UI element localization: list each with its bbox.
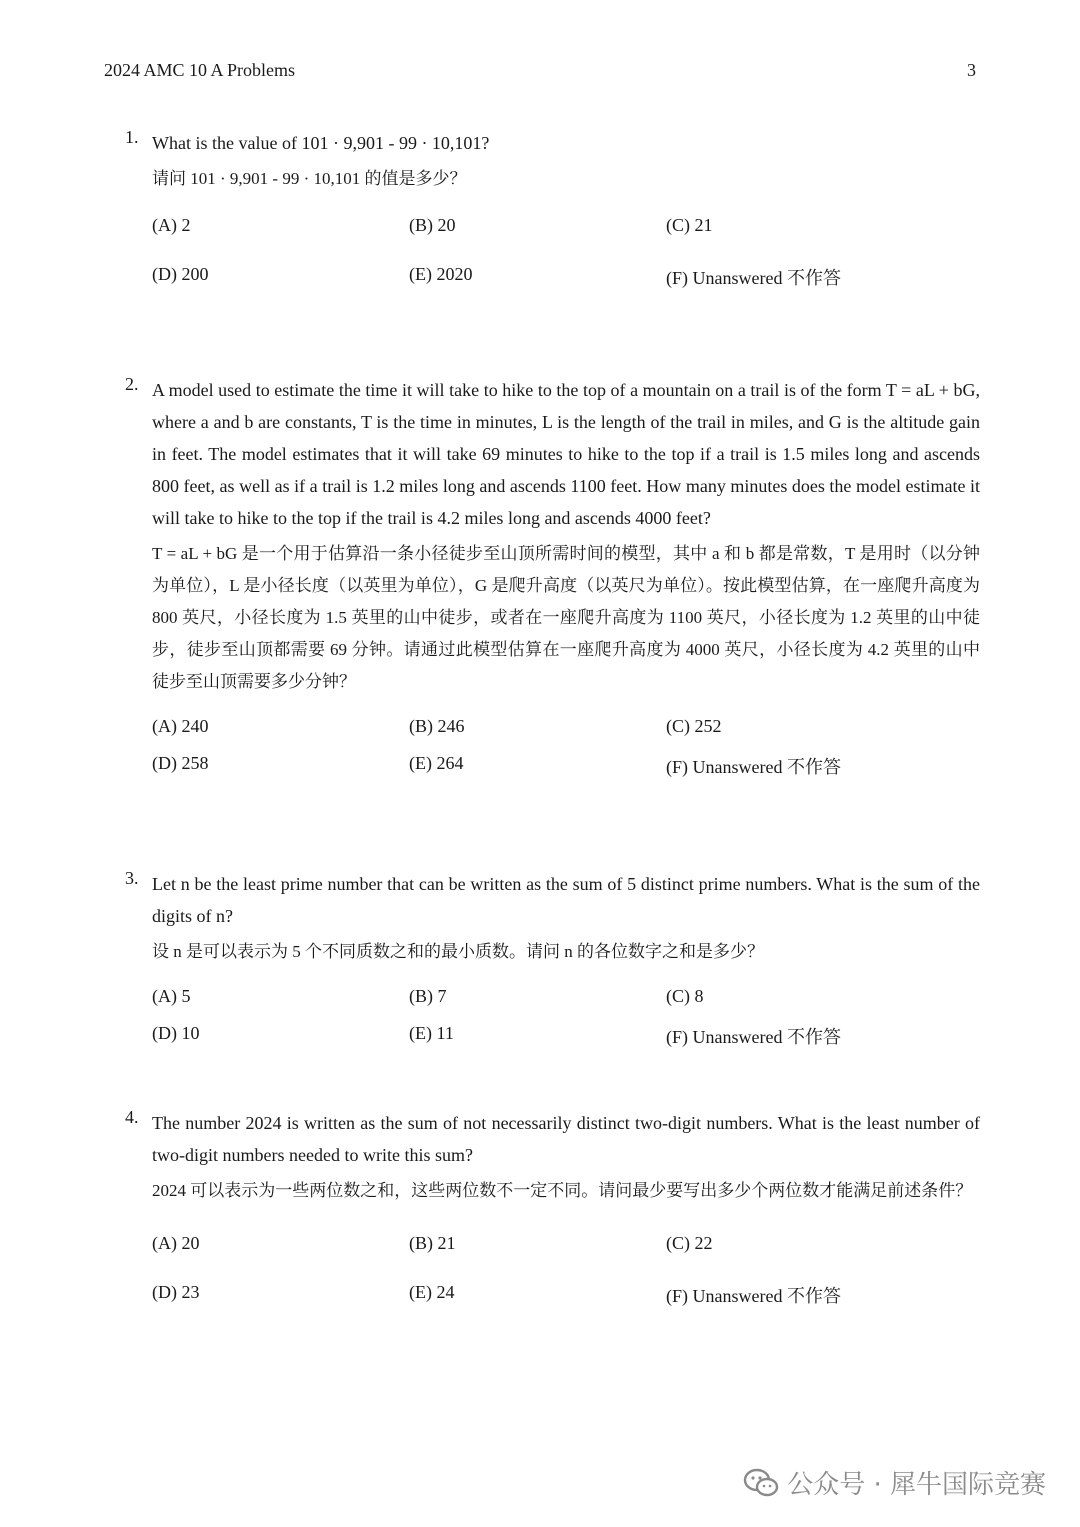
choice-a: (A) 2 [152, 215, 191, 235]
choice-c: (C) 21 [666, 215, 713, 235]
problem-text-en: Let n be the least prime number that can be written as the sum of 5 distinct prime numbers. What is the sum of the digits of n? [152, 874, 980, 926]
page-header [104, 60, 976, 81]
answer-choices [152, 716, 980, 796]
choice-d: (D) 200 [152, 264, 209, 284]
choice-e: (E) 264 [409, 753, 464, 773]
choice-d: (D) 258 [152, 753, 209, 773]
problem-number: 4. [125, 1107, 139, 1127]
choice-e: (E) 11 [409, 1023, 454, 1043]
problem-text-en: The number 2024 is written as the sum of not necessarily distinct two-digit numbers. What is the least number of two-digit numbers needed to write this sum? [152, 1113, 980, 1165]
choice-d: (D) 23 [152, 1282, 200, 1302]
choice-e: (E) 2020 [409, 264, 473, 284]
choice-c: (C) 22 [666, 1233, 713, 1253]
choice-b: (B) 20 [409, 215, 456, 235]
problem-2 [125, 374, 980, 796]
problem-number: 3. [125, 868, 139, 888]
answer-choices [152, 1233, 980, 1343]
problem-1 [125, 127, 980, 325]
problem-number: 2. [125, 374, 139, 394]
problem-text-zh: T = aL + bG 是一个用于估算沿一条小径徒步至山顶所需时间的模型，其中 a 和 b 都是常数，T 是用时（以分钟为单位），L 是小径长度（以英里为单位），G 是爬升高度（以英尺为单位）。按此模型估算，在一座爬升高度为 800 英尺，小径长度为 1.5 英里的山中徒步，或者在一座爬升高度为 1100 英尺，小径长度为 1.2 英里的山中徒步，徒步至山顶都需要 69 分钟。请通过此模型估算在一座爬升高度为 4000 英尺，小径长度为 4.2 英里的山中徒步至山顶需要多少分钟？ [152, 544, 980, 691]
problem-number: 1. [125, 127, 139, 147]
choice-f: (F) Unanswered 不作答 [666, 268, 841, 288]
choice-b: (B) 21 [409, 1233, 456, 1253]
choice-d: (D) 10 [152, 1023, 200, 1043]
choice-e: (E) 24 [409, 1282, 455, 1302]
watermark-text: 公众号 · 犀牛国际竞赛 [787, 1470, 1046, 1500]
problem-4 [125, 1107, 980, 1343]
problem-text-zh: 2024 可以表示为一些两位数之和，这些两位数不一定不同。请问最少要写出多少个两位数才能满足前述条件？ [152, 1181, 973, 1200]
wechat-icon [743, 1468, 779, 1498]
choice-a: (A) 240 [152, 716, 209, 736]
choice-a: (A) 20 [152, 1233, 200, 1253]
choice-c: (C) 8 [666, 986, 704, 1006]
choice-f: (F) Unanswered 不作答 [666, 757, 841, 777]
watermark [743, 1464, 1046, 1501]
problem-text-zh: 设 n 是可以表示为 5 个不同质数之和的最小质数。请问 n 的各位数字之和是多少？ [152, 942, 764, 961]
problem-text-en: A model used to estimate the time it will take to hike to the top of a mountain on a trail is of the form T = aL + bG, where a and b are constants, T is the time in minutes, L is the length of the trail in miles, and G is the altitude gain in feet. The model estimates that it will take 69 minutes to hike to the top if a trail is 1.5 miles long and ascends 800 feet, as well as if a trail is 1.2 miles long and ascends 1100 feet. How many minutes does the model estimate it will take to hike to the top if the trail is 4.2 miles long and ascends 4000 feet? [152, 380, 980, 528]
answer-choices [152, 215, 980, 325]
choice-f: (F) Unanswered 不作答 [666, 1286, 841, 1306]
choice-b: (B) 246 [409, 716, 465, 736]
problem-text-en: What is the value of 101 · 9,901 - 99 · 10,101? [152, 133, 490, 153]
choice-a: (A) 5 [152, 986, 191, 1006]
document-title: 2024 AMC 10 A Problems [104, 60, 296, 80]
problem-text-zh: 请问 101 · 9,901 - 99 · 10,101 的值是多少？ [152, 169, 467, 188]
problem-3 [125, 868, 980, 1066]
choice-c: (C) 252 [666, 716, 722, 736]
choice-f: (F) Unanswered 不作答 [666, 1027, 841, 1047]
choice-b: (B) 7 [409, 986, 447, 1006]
page-number: 3 [967, 60, 976, 80]
answer-choices [152, 986, 980, 1066]
